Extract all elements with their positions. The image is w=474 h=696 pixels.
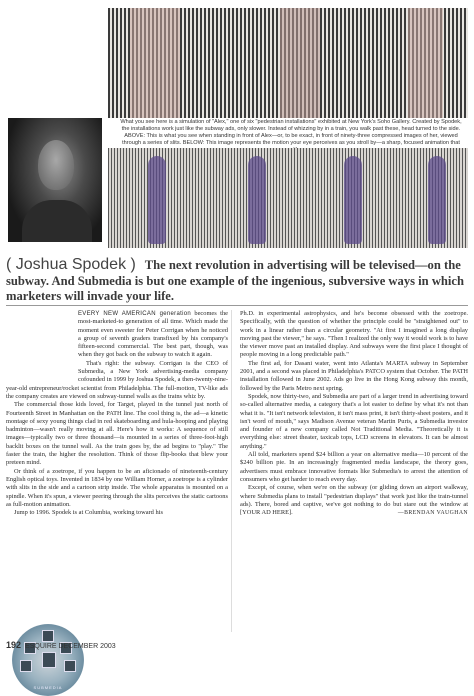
- article-lead-in: EVERY NEW AMERICAN generation: [78, 311, 191, 317]
- logo-label: SUBMEDIA: [33, 685, 63, 690]
- installation-photo-top: [108, 8, 468, 118]
- logo-screen: [64, 660, 76, 672]
- image-figure: [344, 156, 362, 244]
- paragraph: The first ad, for Dasani water, went into Atlanta's MARTA subway in September 2001, and a second was placed in Philadelphia's PATCO system that October. The PATH installation followed in June 2002. Ads go live in the Hong Kong subway this month, followed by the Paris Metro next spring.: [240, 359, 468, 392]
- paragraph: The commercial those kids loved, for Target, played in the tunnel just north of Fourteenth Street in Manhattan on the PATH line. The cool thing is, the ad—a kinetic montage of sexy young things clad in red skateboarding and hula-hooping and playing badminton—wasn't really moving at all. Here's how it works: A sequence of still images—typically two or three thousand—is mounted in a series of three-foot-high backlit boxes on the tunnel wall. As the train goes by, the ad begins to "play." The faster the train, the higher the resolution. Think of those flip-books that blew your preteen mind.: [6, 401, 228, 467]
- page-footer: [6, 640, 116, 650]
- image-figure: [280, 8, 320, 118]
- image-figure: [248, 156, 266, 244]
- paragraph: Except, of course, when we're on the subway (or gliding down an airport walkway, where Submedia plans to install "pedestrian displays" that work just like the train-tunnel ads). There, bored and captive, we've got nothing to do but stare out the window at [YOUR AD HERE].: [240, 484, 468, 517]
- image-figure: [408, 8, 443, 118]
- paragraph: That's right: the subway. Corrigan is the CEO of Submedia, a New York advertising-media company cofounded in 1999 by Joshua Spodek, a then-twenty-nine-year-old entrepreneur/rocket scientist from Philadelphia. The full-motion, TV-like ads the company creates are viewed on subway-tunnel walls as the trains whiz by.: [6, 359, 228, 400]
- paragraph: All told, marketers spend $24 billion a year on alternative media—10 percent of the $240 billion pie. In an increasingly fragmented media landscape, the theory goes, advertisers must embrace innovative formats like Submedia's to arrest the attention of consumers who get harder to reach every day.: [240, 451, 468, 483]
- headline-byline: ( Joshua Spodek ): [6, 256, 136, 273]
- body-column-right: [240, 310, 468, 517]
- column-divider: [231, 310, 232, 632]
- photo-caption: What you see here is a simulation of "Alex," one of six "pedestrian installations" exhibited at New York's Soho Gallery. Created by Spodek, the installations work just like the subway ads, only slower. Instead of whizzing by in a train, you walk past these, head turned to the side. ABOVE: This is what you see when standing in front of Alex—or, to be exact, in front of ninety-three compressed images of her, viewed through a series of slits. BELOW: This image represents the motion your eye perceives as you stroll by—a sharp, focused animation that: [120, 119, 462, 146]
- submedia-logo: [12, 624, 84, 696]
- paragraph: Spodek, now thirty-two, and Submedia are part of a larger trend in advertising toward so-called alternative media, a category that's a lot easier to define by what it's not than what it is. "It isn't network television, it isn't mass print, it isn't thirty-sheet posters, and it isn't word of mouth," says Madison Avenue veteran Martin Puris, a Submedia investor and founder of a new company called Not Traditional Media. "Theoretically it is everything else: street theater, taxicab tops, LCD screens in elevators. It can be almost anything.": [240, 392, 468, 450]
- paragraph: becomes the most-marketed-to generation of all time. Which made the moment even sweeter for Peter Corrigan when he noticed a group of seventh graders transfixed by his company's fifteen-second commercial. The best part, though, was when they got back on the subway to watch it again.: [78, 310, 228, 359]
- headline-divider: [6, 305, 468, 306]
- paragraph: Ph.D. in experimental astrophysics, and he's become obsessed with the zoetrope. Specifically, with the question of whether the principle could be "straightened out" to work in a linear rather than a circular geometry. "At first I imagined a long display moving past the viewer," he says. "Then I realized the only way it would work is to have the viewer move past an installed display. And subways were the first place I thought of people moving in a long predictable path.": [240, 310, 468, 359]
- image-figure: [130, 8, 180, 118]
- author-credit: —BRENDAN VAUGHAN: [397, 510, 468, 517]
- article-headline: [6, 257, 468, 305]
- page-number: 192: [6, 640, 22, 650]
- portrait-face: [38, 140, 74, 190]
- logo-screen: [42, 652, 56, 668]
- author-portrait: [8, 118, 102, 242]
- logo-screen: [20, 660, 32, 672]
- headline-text: The next revolution in advertising will be televised—on the subway. And Submedia is but one example of the ingenious, subversive ways in which marketers will invade your life.: [6, 258, 465, 303]
- image-figure: [428, 156, 446, 244]
- installation-photo-bottom: [108, 148, 468, 248]
- portrait-shoulders: [22, 200, 92, 242]
- paragraph: Jump to 1996. Spodek is at Columbia, working toward his: [14, 509, 163, 517]
- magazine-issue: ESQUIRE DECEMBER 2003: [25, 643, 116, 650]
- image-figure: [148, 156, 166, 244]
- paragraph: Or think of a zoetrope, if you happen to be an aficionado of nineteenth-century English optical toys. Invented in 1834 by one William Horner, a zoetrope is a cylinder with slits in the side and a cartoon strip inside. The whole apparatus is mounted on a spindle. When it's spun, a viewer peering through the slits perceives the static cartoons as full-motion animation.: [6, 467, 228, 508]
